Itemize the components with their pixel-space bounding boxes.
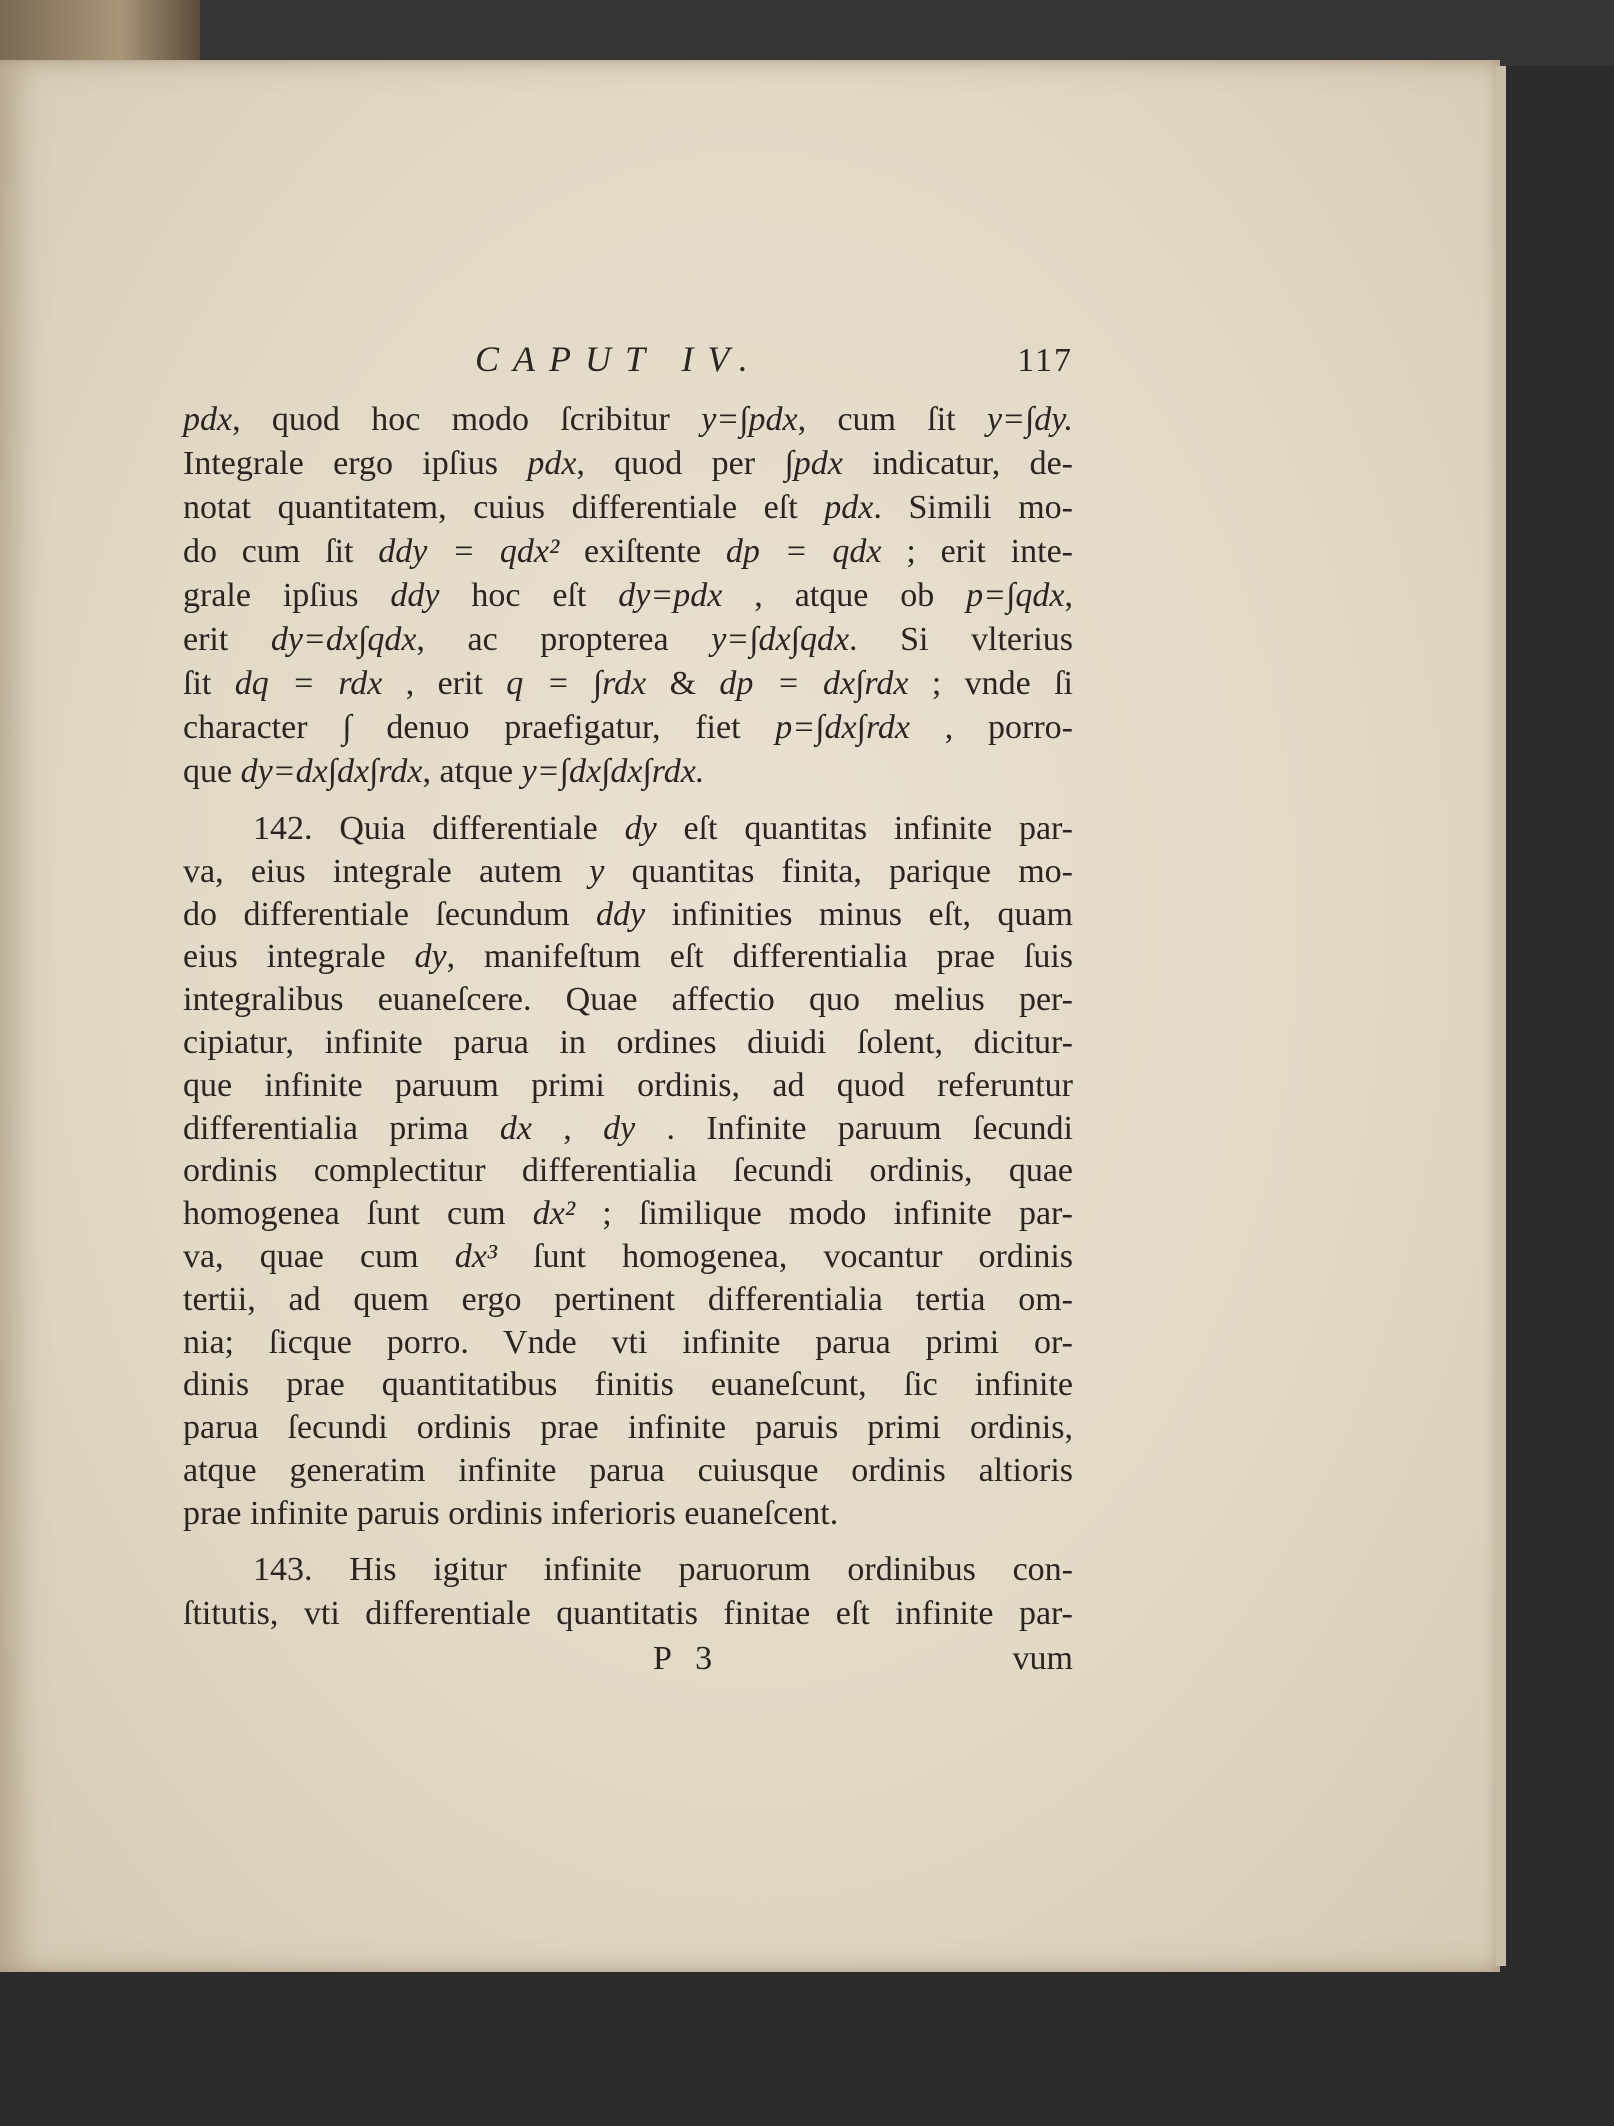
math-expression: dx — [499, 1109, 532, 1147]
text-line — [183, 808, 1073, 851]
text-line — [183, 1407, 1073, 1450]
text-run: ſit — [183, 665, 235, 702]
text-run: 143. His igitur infinite paruorum ordinibus con- — [253, 1550, 1073, 1588]
math-expression: ∫pdx — [784, 445, 843, 482]
text-line — [183, 1279, 1073, 1322]
text-run: denuo praefigatur, fiet — [351, 709, 776, 746]
math-expression: dy=dx∫dx∫rdx — [240, 753, 423, 790]
paragraph — [183, 808, 1073, 1536]
text-run: parua ſecundi ordinis prae infinite paruis primi ordinis, — [183, 1409, 1073, 1447]
math-expression: dy — [624, 810, 657, 847]
text-run: 142. Quia differentiale — [253, 810, 625, 847]
math-expression: y=∫dx∫qdx — [711, 621, 850, 658]
signature-mark: P 3 — [653, 1640, 721, 1677]
text-run: Integrale ergo ipſius — [183, 445, 528, 482]
math-expression: dx² — [532, 1195, 576, 1233]
paragraph — [183, 398, 1073, 794]
text-line — [183, 1592, 1073, 1636]
text-run: prae infinite paruis ordinis inferioris euaneſcent. — [183, 1494, 839, 1532]
math-expression: pdx — [527, 445, 577, 482]
text-run: & — [646, 665, 720, 702]
catchword: vum — [1012, 1640, 1073, 1677]
text-run: ſunt homogenea, vocantur ordinis — [496, 1237, 1073, 1275]
text-line — [183, 486, 1073, 530]
text-run: , porro- — [910, 709, 1073, 746]
text-line — [183, 574, 1073, 618]
running-title: CAPUT IV. — [475, 339, 762, 379]
math-expression: y — [589, 852, 605, 890]
text-line — [183, 398, 1073, 442]
text-run: differentialia prima — [183, 1109, 500, 1147]
text-run: indicatur, de- — [842, 445, 1073, 482]
math-expression: y=∫pdx — [701, 401, 798, 438]
text-line — [183, 1493, 1073, 1536]
page-number: 117 — [1017, 342, 1073, 379]
text-run: va, eius integrale autem — [183, 852, 590, 890]
text-run: ordinis complectitur differentialia ſecundi ordinis, quae — [183, 1152, 1073, 1190]
text-line — [183, 1364, 1073, 1407]
book-spine-edge — [0, 0, 200, 66]
text-run: erit — [183, 621, 271, 658]
text-line — [183, 1450, 1073, 1493]
text-run: infinities minus eſt, quam — [645, 895, 1073, 933]
math-expression: dy — [603, 1109, 636, 1147]
text-run: , quod hoc modo ſcribitur — [232, 401, 702, 438]
text-line — [183, 530, 1073, 574]
text-line — [183, 1065, 1073, 1108]
text-run: character — [183, 709, 343, 746]
text-run: grale ipſius — [183, 577, 391, 614]
text-run: . Si vlterius — [849, 621, 1074, 658]
text-run: que — [183, 753, 241, 790]
math-expression: dy — [414, 938, 447, 976]
text-run: integralibus euaneſcere. Quae affectio quo melius per- — [183, 981, 1073, 1019]
math-expression: q = ∫rdx — [506, 665, 647, 702]
text-run: , atque — [422, 753, 522, 790]
text-line — [183, 1548, 1073, 1592]
text-run: tertii, ad quem ergo pertinent differentialia tertia om- — [183, 1280, 1073, 1318]
text-line — [183, 1236, 1073, 1279]
text-run: notat quantitatem, cuius differentiale eſt — [183, 489, 825, 526]
text-line — [183, 1322, 1073, 1365]
text-line — [183, 979, 1073, 1022]
text-run: , — [531, 1109, 604, 1147]
math-expression: dq = rdx — [234, 665, 383, 702]
text-line — [183, 750, 1073, 794]
body-text — [183, 398, 1073, 1636]
text-line — [183, 1108, 1073, 1151]
text-run: homogenea ſunt cum — [183, 1195, 533, 1233]
text-line — [183, 851, 1073, 894]
page-footer — [183, 1640, 1073, 1684]
math-expression: dp = qdx — [725, 533, 882, 570]
text-run: eius integrale — [183, 938, 415, 976]
text-run: nia; ſicque porro. Vnde vti infinite parua primi or- — [183, 1323, 1073, 1361]
text-run: do cum ſit — [183, 533, 379, 570]
math-expression: pdx — [183, 401, 233, 438]
text-line — [183, 936, 1073, 979]
math-expression: dx³ — [454, 1237, 497, 1275]
text-run: eſt quantitas infinite par- — [656, 810, 1073, 847]
math-expression: dy=dx∫qdx — [270, 621, 417, 658]
text-line — [183, 706, 1073, 750]
text-run: ; vnde ſi — [908, 665, 1073, 702]
text-run: , ac propterea — [416, 621, 712, 658]
text-run: , cum ſit — [797, 401, 987, 438]
text-run: , — [1064, 577, 1073, 614]
text-run: atque generatim infinite parua cuiusque ordinis altioris — [183, 1451, 1073, 1489]
math-expression: p=∫dx∫rdx — [775, 709, 911, 746]
math-expression: ddy — [596, 895, 646, 933]
text-run: ; erit inte- — [881, 533, 1073, 570]
text-run: , atque ob — [722, 577, 967, 614]
text-run: ; ſimilique modo infinite par- — [575, 1195, 1073, 1233]
text-run: cipiatur, infinite parua in ordines diuidi ſolent, dicitur- — [183, 1023, 1073, 1061]
text-line — [183, 894, 1073, 937]
math-expression: ddy = qdx² — [378, 533, 560, 570]
text-run: . Infinite paruum ſecundi — [635, 1109, 1073, 1147]
math-expression: ∫ — [342, 709, 352, 746]
text-line — [183, 1193, 1073, 1236]
text-run: quantitas finita, parique mo- — [604, 852, 1073, 890]
text-line — [183, 442, 1073, 486]
math-expression: pdx — [824, 489, 874, 526]
text-run: exiſtente — [559, 533, 726, 570]
text-run: hoc eſt — [439, 577, 619, 614]
math-expression: dp = dx∫rdx — [719, 665, 909, 702]
scan-background — [200, 0, 1614, 66]
text-run: dinis prae quantitatibus finitis euaneſcunt, ſic infinite — [183, 1366, 1073, 1404]
paragraph — [183, 1548, 1073, 1636]
text-line — [183, 1022, 1073, 1065]
text-run: do differentiale ſecundum — [183, 895, 596, 933]
math-expression: dy=pdx — [618, 577, 723, 614]
text-line — [183, 618, 1073, 662]
text-line — [183, 662, 1073, 706]
text-line — [183, 1150, 1073, 1193]
text-run: que infinite paruum primi ordinis, ad quod referuntur — [183, 1066, 1073, 1104]
text-run: , manifeſtum eſt differentialia prae ſuis — [446, 938, 1074, 976]
running-header — [183, 338, 1073, 388]
text-run: , quod per — [576, 445, 785, 482]
text-run: ſtitutis, vti differentiale quantitatis finitae eſt infinite par- — [183, 1594, 1073, 1632]
page-edge — [1496, 66, 1506, 1966]
math-expression: ddy — [390, 577, 440, 614]
math-expression: y=∫dx∫dx∫rdx. — [521, 753, 705, 790]
text-run: . Simili mo- — [873, 489, 1073, 526]
text-run: va, quae cum — [183, 1237, 455, 1275]
math-expression: y=∫dy. — [986, 401, 1073, 438]
math-expression: p=∫qdx — [966, 577, 1065, 614]
text-run: , erit — [382, 665, 507, 702]
